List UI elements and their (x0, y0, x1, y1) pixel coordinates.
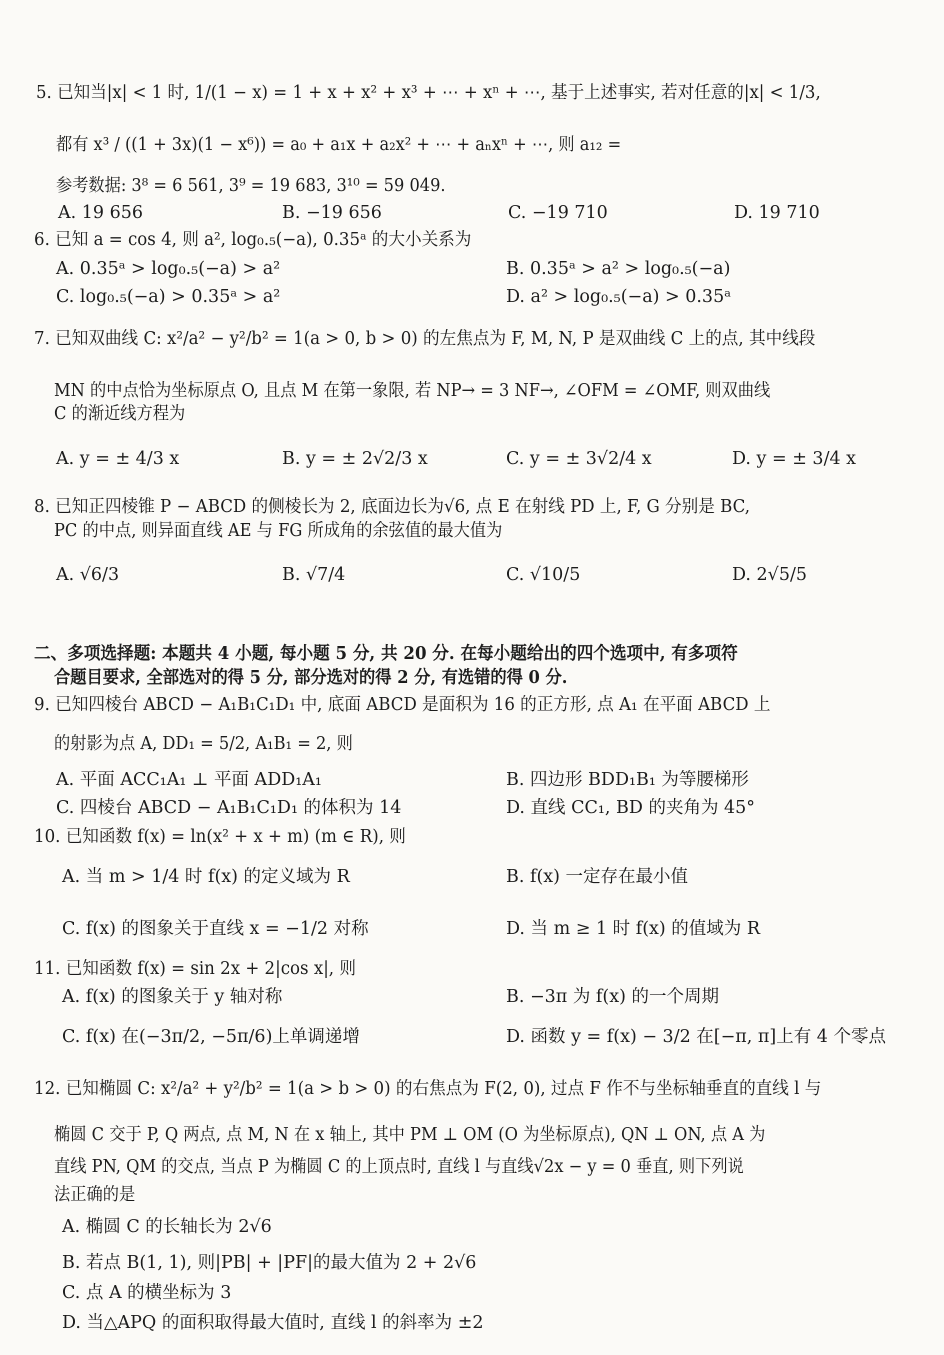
q5-line1: 5. 已知当|x| < 1 时, 1/(1 − x) = 1 + x + x² + x³ + ⋯ + xⁿ + ⋯, 基于上述事实, 若对任意的|x| < 1/3, (36, 83, 821, 103)
q7-option-c: C. y = ± 3√2/4 x (506, 449, 652, 469)
q7-option-b: B. y = ± 2√2/3 x (282, 449, 428, 469)
q8-option-a: A. √6/3 (56, 565, 120, 585)
q9-line2: 的射影为点 A, DD₁ = 5/2, A₁B₁ = 2, 则 (54, 734, 353, 754)
q11-option-a: A. f(x) 的图象关于 y 轴对称 (62, 987, 283, 1007)
q5-reference-data: 参考数据: 3⁸ = 6 561, 3⁹ = 19 683, 3¹⁰ = 59 049. (56, 176, 446, 196)
q9-option-a: A. 平面 ACC₁A₁ ⊥ 平面 ADD₁A₁ (56, 770, 322, 790)
q12-line4: 法正确的是 (54, 1185, 136, 1205)
q12-line2: 椭圆 C 交于 P, Q 两点, 点 M, N 在 x 轴上, 其中 PM ⊥ OM (O 为坐标原点), QN ⊥ ON, 点 A 为 (54, 1125, 766, 1145)
q12-option-b: B. 若点 B(1, 1), 则|PB| + |PF|的最大值为 2 + 2√6 (62, 1253, 477, 1273)
q12-option-d: D. 当△APQ 的面积取得最大值时, 直线 l 的斜率为 ±2 (62, 1313, 484, 1333)
q12-option-c: C. 点 A 的横坐标为 3 (62, 1283, 232, 1303)
q7-line1: 7. 已知双曲线 C: x²/a² − y²/b² = 1(a > 0, b > 0) 的左焦点为 F, M, N, P 是双曲线 C 上的点, 其中线段 (34, 329, 816, 349)
q8-option-c: C. √10/5 (506, 565, 581, 585)
section2-heading-line2: 合题目要求, 全部选对的得 5 分, 部分选对的得 2 分, 有选错的得 0 分. (54, 668, 568, 688)
q10-option-c: C. f(x) 的图象关于直线 x = −1/2 对称 (62, 919, 369, 939)
q5-option-a: A. 19 656 (58, 203, 143, 223)
q11-stem: 11. 已知函数 f(x) = sin 2x + 2|cos x|, 则 (34, 959, 356, 979)
q7-line2: MN 的中点恰为坐标原点 O, 且点 M 在第一象限, 若 NP→ = 3 NF→, ∠OFM = ∠OMF, 则双曲线 (54, 381, 771, 401)
q8-line1: 8. 已知正四棱锥 P − ABCD 的侧棱长为 2, 底面边长为√6, 点 E 在射线 PD 上, F, G 分别是 BC, (34, 497, 751, 517)
q11-option-c: C. f(x) 在(−3π/2, −5π/6)上单调递增 (62, 1027, 360, 1047)
q5-option-c: C. −19 710 (508, 203, 608, 223)
q10-stem: 10. 已知函数 f(x) = ln(x² + x + m) (m ∈ R), 则 (34, 827, 406, 847)
q8-option-b: B. √7/4 (282, 565, 346, 585)
section2-heading-line1: 二、多项选择题: 本题共 4 小题, 每小题 5 分, 共 20 分. 在每小题给出的四个选项中, 有多项符 (34, 644, 738, 664)
q7-line3: C 的渐近线方程为 (54, 404, 186, 424)
q11-option-d: D. 函数 y = f(x) − 3/2 在[−π, π]上有 4 个零点 (506, 1027, 886, 1047)
q8-option-d: D. 2√5/5 (732, 565, 807, 585)
q10-option-b: B. f(x) 一定存在最小值 (506, 867, 689, 887)
q9-line1: 9. 已知四棱台 ABCD − A₁B₁C₁D₁ 中, 底面 ABCD 是面积为 16 的正方形, 点 A₁ 在平面 ABCD 上 (34, 695, 771, 715)
q12-option-a: A. 椭圆 C 的长轴长为 2√6 (62, 1217, 272, 1237)
q6-stem: 6. 已知 a = cos 4, 则 a², log₀.₅(−a), 0.35ᵃ 的大小关系为 (34, 230, 472, 250)
q11-option-b: B. −3π 为 f(x) 的一个周期 (506, 987, 719, 1007)
q10-option-a: A. 当 m > 1/4 时 f(x) 的定义域为 R (62, 867, 350, 887)
q5-option-b: B. −19 656 (282, 203, 382, 223)
q5-option-d: D. 19 710 (734, 203, 820, 223)
q7-option-d: D. y = ± 3/4 x (732, 449, 857, 469)
q6-option-b: B. 0.35ᵃ > a² > log₀.₅(−a) (506, 259, 731, 279)
q9-option-d: D. 直线 CC₁, BD 的夹角为 45° (506, 798, 756, 818)
q6-option-a: A. 0.35ᵃ > log₀.₅(−a) > a² (56, 259, 281, 279)
q9-option-b: B. 四边形 BDD₁B₁ 为等腰梯形 (506, 770, 749, 790)
q6-option-d: D. a² > log₀.₅(−a) > 0.35ᵃ (506, 287, 731, 307)
q10-option-d: D. 当 m ≥ 1 时 f(x) 的值域为 R (506, 919, 761, 939)
q8-line2: PC 的中点, 则异面直线 AE 与 FG 所成角的余弦值的最大值为 (54, 521, 503, 541)
q7-option-a: A. y = ± 4/3 x (56, 449, 180, 469)
q12-line1: 12. 已知椭圆 C: x²/a² + y²/b² = 1(a > b > 0) 的右焦点为 F(2, 0), 过点 F 作不与坐标轴垂直的直线 l 与 (34, 1079, 822, 1099)
q9-option-c: C. 四棱台 ABCD − A₁B₁C₁D₁ 的体积为 14 (56, 798, 402, 818)
q6-option-c: C. log₀.₅(−a) > 0.35ᵃ > a² (56, 287, 281, 307)
q5-line2: 都有 x³ / ((1 + 3x)(1 − x⁶)) = a₀ + a₁x + a₂x² + ⋯ + aₙxⁿ + ⋯, 则 a₁₂ = (56, 135, 622, 155)
q12-line3: 直线 PN, QM 的交点, 当点 P 为椭圆 C 的上顶点时, 直线 l 与直线√2x − y = 0 垂直, 则下列说 (54, 1157, 744, 1177)
